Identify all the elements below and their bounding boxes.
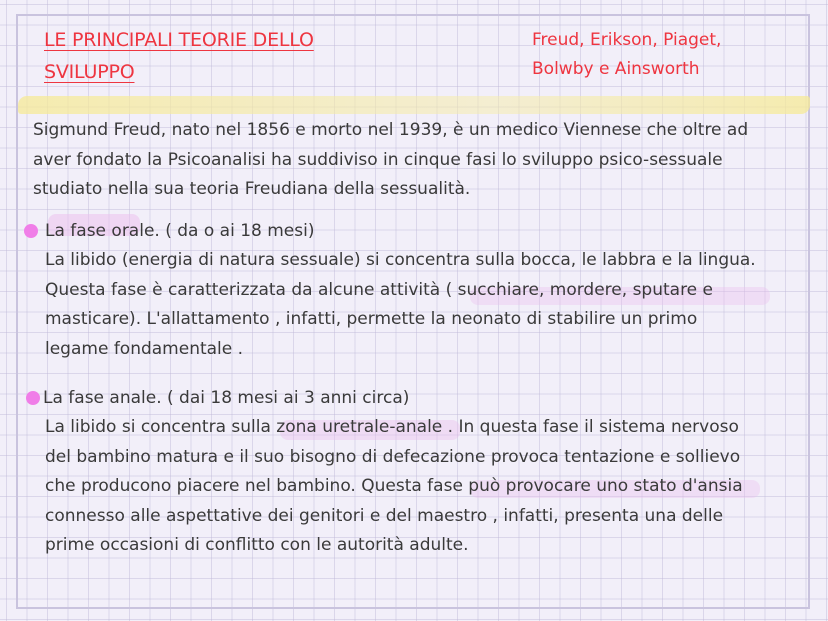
phase-line: del bambino matura e il suo bisogno di defecazione provoca tentazione e sollievo (45, 446, 741, 467)
bullet-dot-icon (26, 391, 40, 405)
phase-line: La libido (energia di natura sessuale) si concentra sulla bocca, le labbra e la lingua. (45, 250, 756, 270)
phase-heading: La fase anale. ( dai 18 mesi ai 3 anni circa) (43, 388, 410, 408)
phase-heading: La fase orale. ( da o ai 18 mesi) (45, 221, 315, 241)
phase-line: connesso alle aspettative dei genitori e del maestro , infatti, presenta una delle (45, 505, 724, 526)
intro-line: studiato nella sua teoria Freudiana della sessualità. (33, 179, 471, 199)
intro-line: aver fondato la Psicoanalisi ha suddiviso in cinque fasi lo sviluppo psico-sessuale (33, 149, 723, 170)
authors-line-1: Freud, Erikson, Piaget, (532, 30, 722, 50)
intro-paragraph (33, 116, 748, 205)
title-line-2: SVILUPPO (44, 61, 135, 83)
authors-line-2: Bolwby e Ainsworth (532, 59, 700, 79)
phase-body (45, 246, 756, 364)
phase-line: che producono piacere nel bambino. Questa fase può provocare uno stato d'ansia (45, 476, 743, 496)
phase-line: legame fondamentale . (45, 338, 244, 359)
yellow-highlight-divider (18, 96, 810, 114)
authors-note (532, 26, 721, 84)
phase-body (45, 413, 743, 561)
phase-line: prime occasioni di conflitto con le autorità adulte. (45, 535, 469, 555)
title-line-1: LE PRINCIPALI TEORIE DELLO (44, 29, 314, 51)
phase-line: masticare). L'allattamento , infatti, permette la neonato di stabilire un primo (45, 309, 698, 329)
bullet-dot-icon (24, 224, 38, 238)
phase-line: La libido si concentra sulla zona uretrale-anale . In questa fase il sistema nervoso (45, 417, 739, 437)
page-title (44, 24, 314, 88)
intro-line: Sigmund Freud, nato nel 1856 e morto nel 1939, è un medico Viennese che oltre ad (33, 120, 749, 140)
phase-line: Questa fase è caratterizzata da alcune attività ( succhiare, mordere, sputare e (45, 279, 714, 300)
